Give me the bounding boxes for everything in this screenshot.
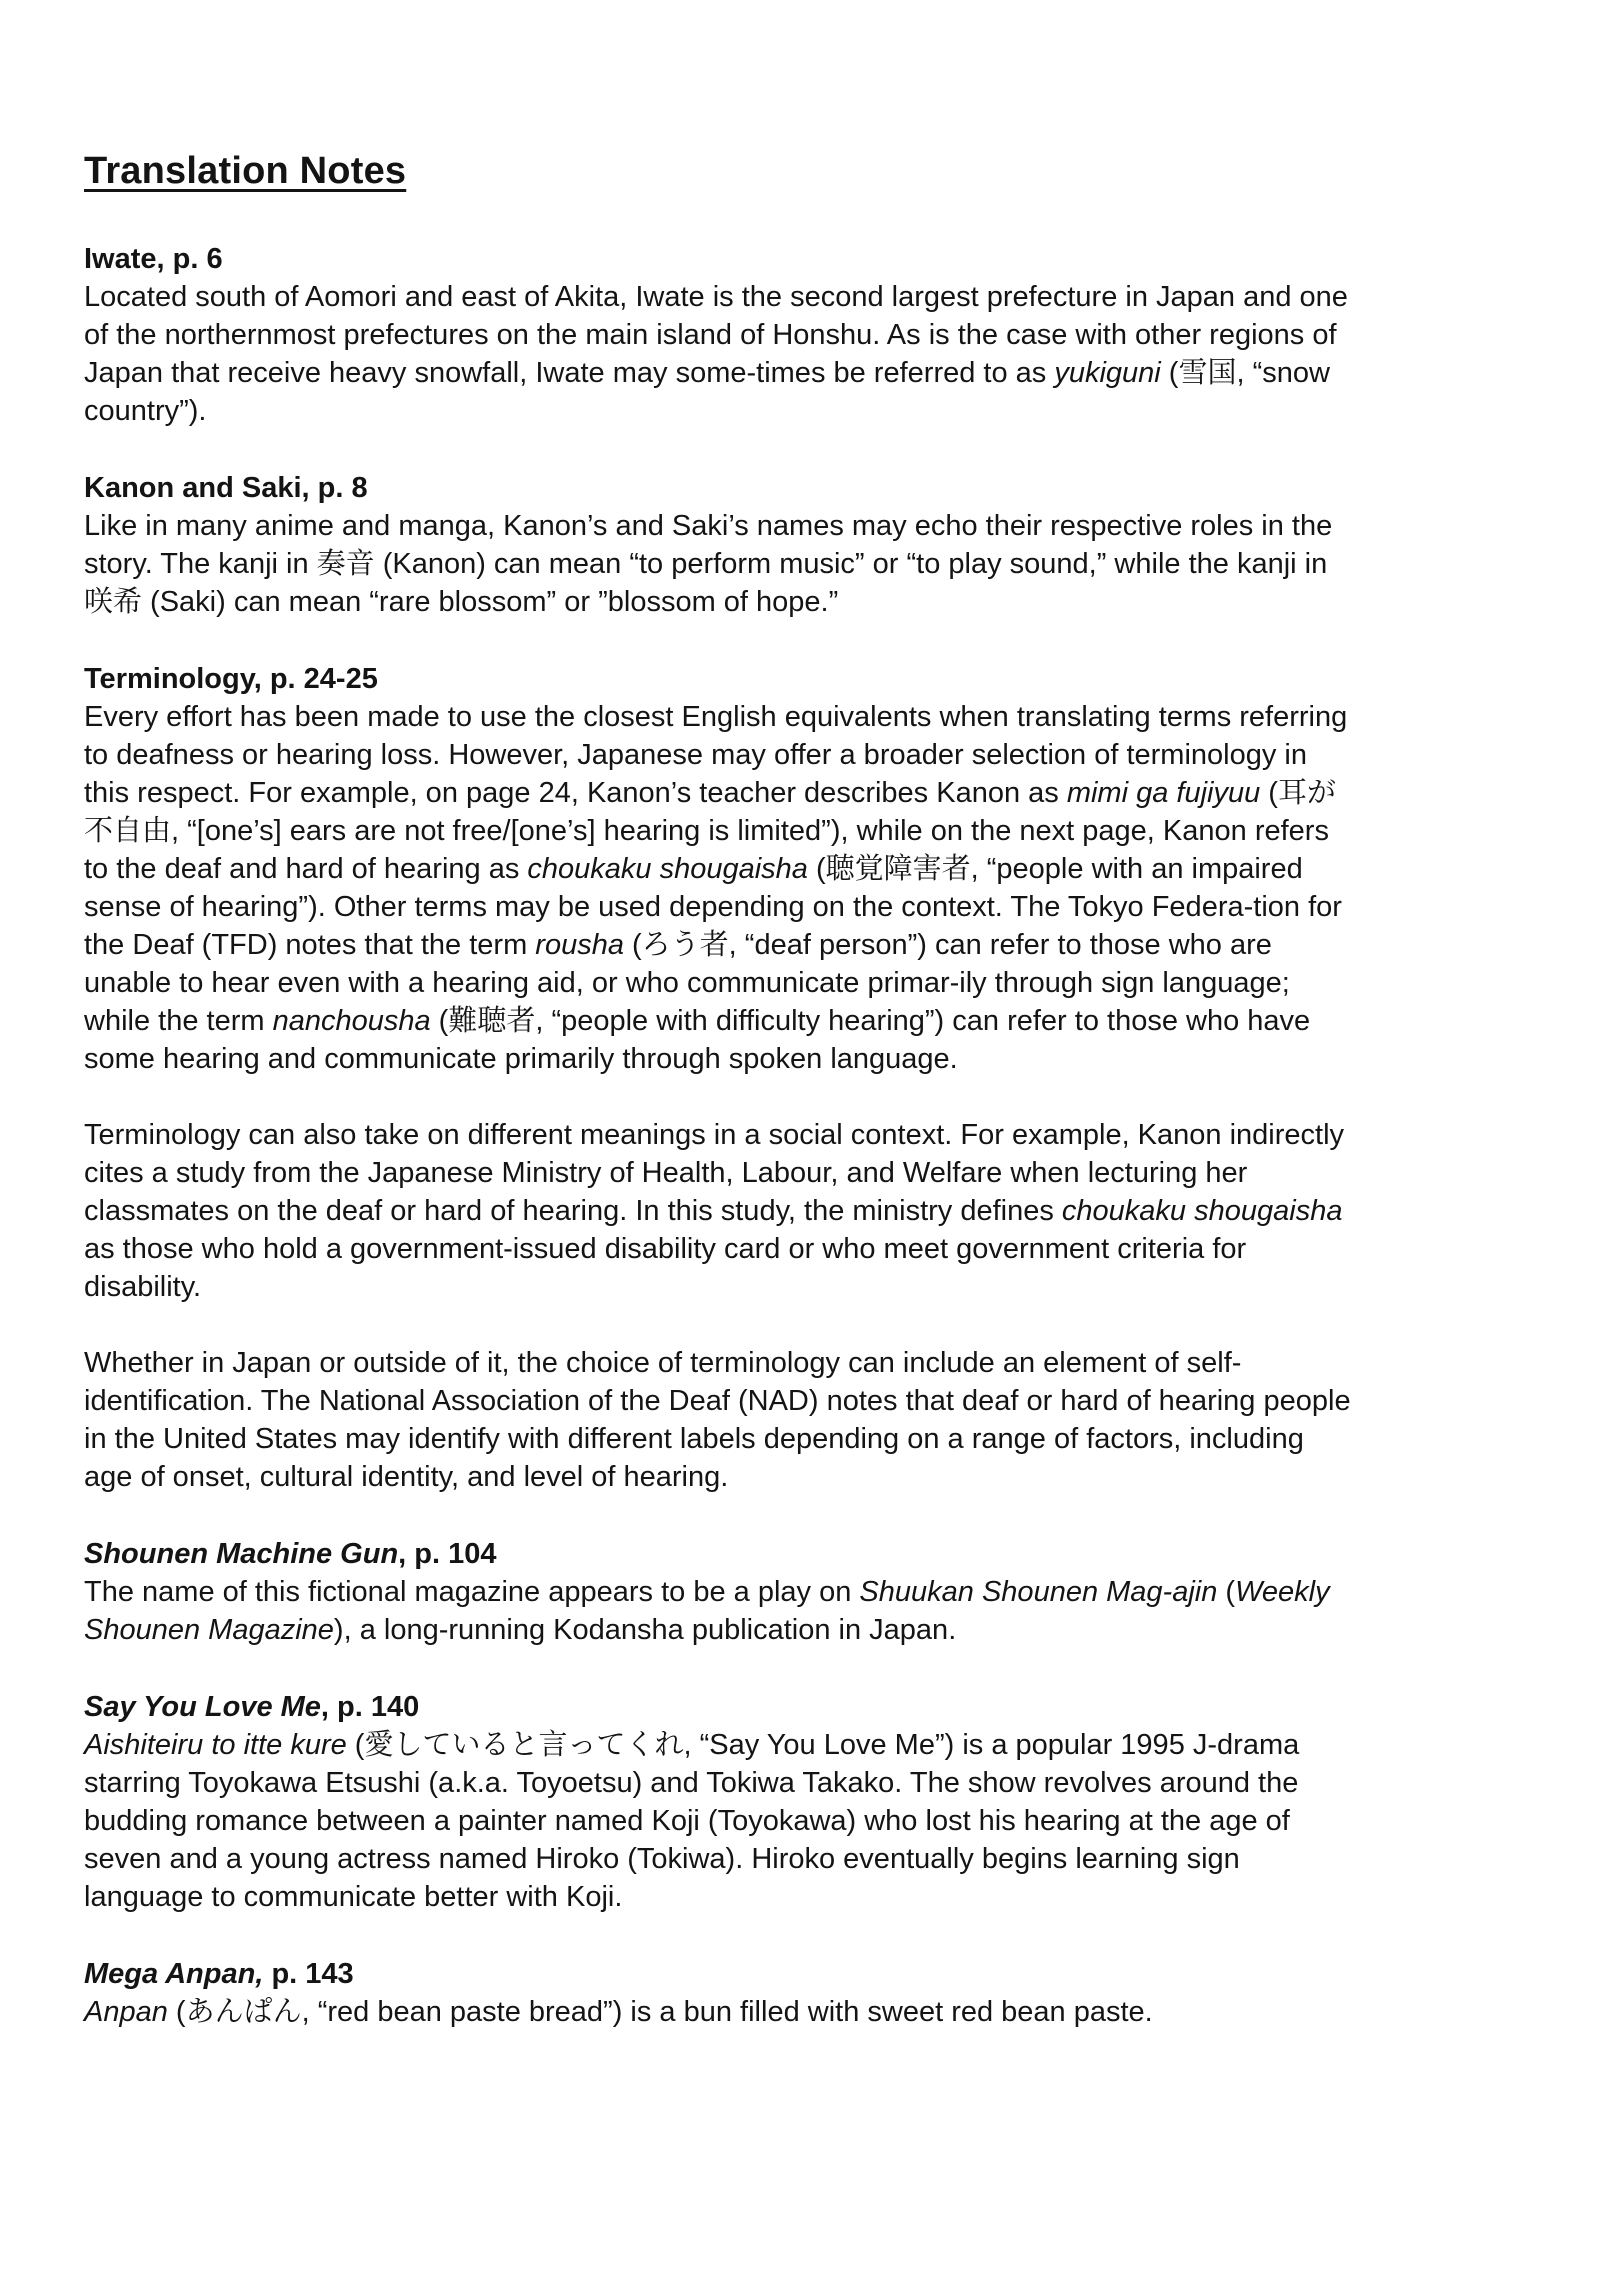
text-segment-italic: choukaku shougaisha — [527, 853, 808, 885]
section — [84, 240, 1354, 430]
text-segment: ( — [1217, 1576, 1236, 1608]
text-segment-italic: Aishiteiru to itte kure — [84, 1729, 347, 1761]
text-segment: Whether in Japan or outside of it, the choice of terminology can include an element of self-identification. The National Association of the Deaf (NAD) notes that deaf or hard of hearing people in the United States may identify with different labels depending on a range of factors, including age of onset, cultural identity, and level of hearing. — [84, 1347, 1351, 1493]
text-segment-italic: rousha — [535, 929, 624, 961]
text-segment: (あんぱん, “red bean paste bread”) is a bun filled with sweet red bean paste. — [167, 1996, 1153, 2028]
section-paragraph — [84, 1344, 1354, 1496]
text-segment-italic: Shuukan Shounen Mag-ajin — [859, 1576, 1218, 1608]
section — [84, 1535, 1354, 1649]
text-segment: Every effort has been made to use the closest English equivalents when translating terms referring to deafness or hearing loss. However, Japanese may offer a broader selection of terminology in this respect. For example, on page 24, Kanon’s teacher describes Kanon as — [84, 701, 1348, 809]
text-segment: Located south of Aomori and east of Akita, Iwate is the second largest prefecture in Japan and one of the northernmost prefectures on the main island of Honshu. As is the case with other regions of Japan that receive heavy snowfall, Iwate may some-times be referred to as — [84, 281, 1348, 389]
text-segment-italic: Mega Anpan, — [84, 1958, 264, 1990]
text-segment: Terminology can also take on different meanings in a social context. For example, Kanon indirectly cites a study from the Japanese Ministry of Health, Labour, and Welfare when lecturing her classmates on the deaf or hard of hearing. In this study, the ministry defines — [84, 1119, 1345, 1227]
text-segment-italic: Say You Love Me — [84, 1691, 321, 1723]
section-heading — [84, 1955, 1354, 1993]
section-heading — [84, 1688, 1354, 1726]
text-segment: (ろう者, “deaf person”) can refer to those who are unable to hear even with a hearing aid, or who communicate primar-ily through sign language; while the term — [84, 929, 1290, 1037]
text-segment: as those who hold a government-issued disability card or who meet government criteria for disability. — [84, 1233, 1247, 1303]
text-segment-italic: mimi ga fujiyuu — [1066, 777, 1261, 809]
page-title: Translation Notes — [84, 150, 407, 192]
text-segment-italic: choukaku shougaisha — [1061, 1195, 1343, 1227]
text-segment: , p. 104 — [398, 1538, 497, 1570]
text-segment: Terminology, p. 24-25 — [84, 663, 378, 695]
section-paragraph — [84, 1726, 1354, 1916]
section-heading — [84, 1535, 1354, 1573]
sections — [84, 240, 1354, 2031]
text-segment-italic: Weekly Shounen Magazine — [84, 1576, 1330, 1646]
section-paragraph — [84, 278, 1354, 430]
text-segment: (耳が不自由, “[one’s] ears are not free/[one’s] hearing is limited”), while on the next page, Kanon refers to the deaf and hard of hearing as — [84, 777, 1336, 885]
section-heading — [84, 469, 1354, 507]
section — [84, 469, 1354, 621]
text-segment: The name of this fictional magazine appears to be a play on — [84, 1576, 860, 1608]
section-paragraph — [84, 1116, 1354, 1306]
text-segment-italic: nanchousha — [272, 1005, 431, 1037]
text-segment: (愛していると言ってくれ, “Say You Love Me”) is a popular 1995 J-drama starring Toyokawa Etsushi (a.k.a. Toyoetsu) and Tokiwa Takako. The show revolves around the budding romance between a painter named Koji (Toyokawa) who lost his hearing at the age of seven and a young actress named Hiroko (Tokiwa). Hiroko eventually begins learning sign language to communicate better with Koji. — [84, 1729, 1300, 1913]
text-segment: p. 143 — [263, 1958, 354, 1990]
text-segment: , p. 140 — [320, 1691, 420, 1723]
text-segment: (聴覚障害者, “people with an impaired sense of hearing”). Other terms may be used depending on the context. The Tokyo Federa-tion for the Deaf (TFD) notes that the term — [84, 853, 1342, 961]
section — [84, 1955, 1354, 2031]
text-segment: Iwate, p. 6 — [84, 243, 223, 275]
section-paragraph — [84, 698, 1354, 1078]
text-segment: (難聴者, “people with difficulty hearing”) can refer to those who have some hearing and communicate primarily through spoken language. — [84, 1005, 1311, 1075]
section — [84, 1688, 1354, 1916]
text-segment: (雪国, “snow country”). — [84, 357, 1330, 427]
text-segment: Kanon and Saki, p. 8 — [84, 472, 368, 504]
text-segment-italic: Shounen Machine Gun — [84, 1538, 399, 1570]
section-paragraph — [84, 1993, 1354, 2031]
text-segment: Like in many anime and manga, Kanon’s and Saki’s names may echo their respective roles in the story. The kanji in 奏音 (Kanon) can mean “to perform music” or “to play sound,” while the kanji in 咲希 (Saki) can mean “rare blossom” or ”blossom of hope.” — [84, 510, 1333, 618]
text-segment: ), a long-running Kodansha publication in Japan. — [333, 1614, 957, 1646]
section-heading — [84, 660, 1354, 698]
section-heading — [84, 240, 1354, 278]
section-paragraph — [84, 507, 1354, 621]
section — [84, 660, 1354, 1496]
text-segment-italic: yukiguni — [1054, 357, 1161, 389]
text-segment-italic: Anpan — [84, 1996, 168, 2028]
section-paragraph — [84, 1573, 1354, 1649]
